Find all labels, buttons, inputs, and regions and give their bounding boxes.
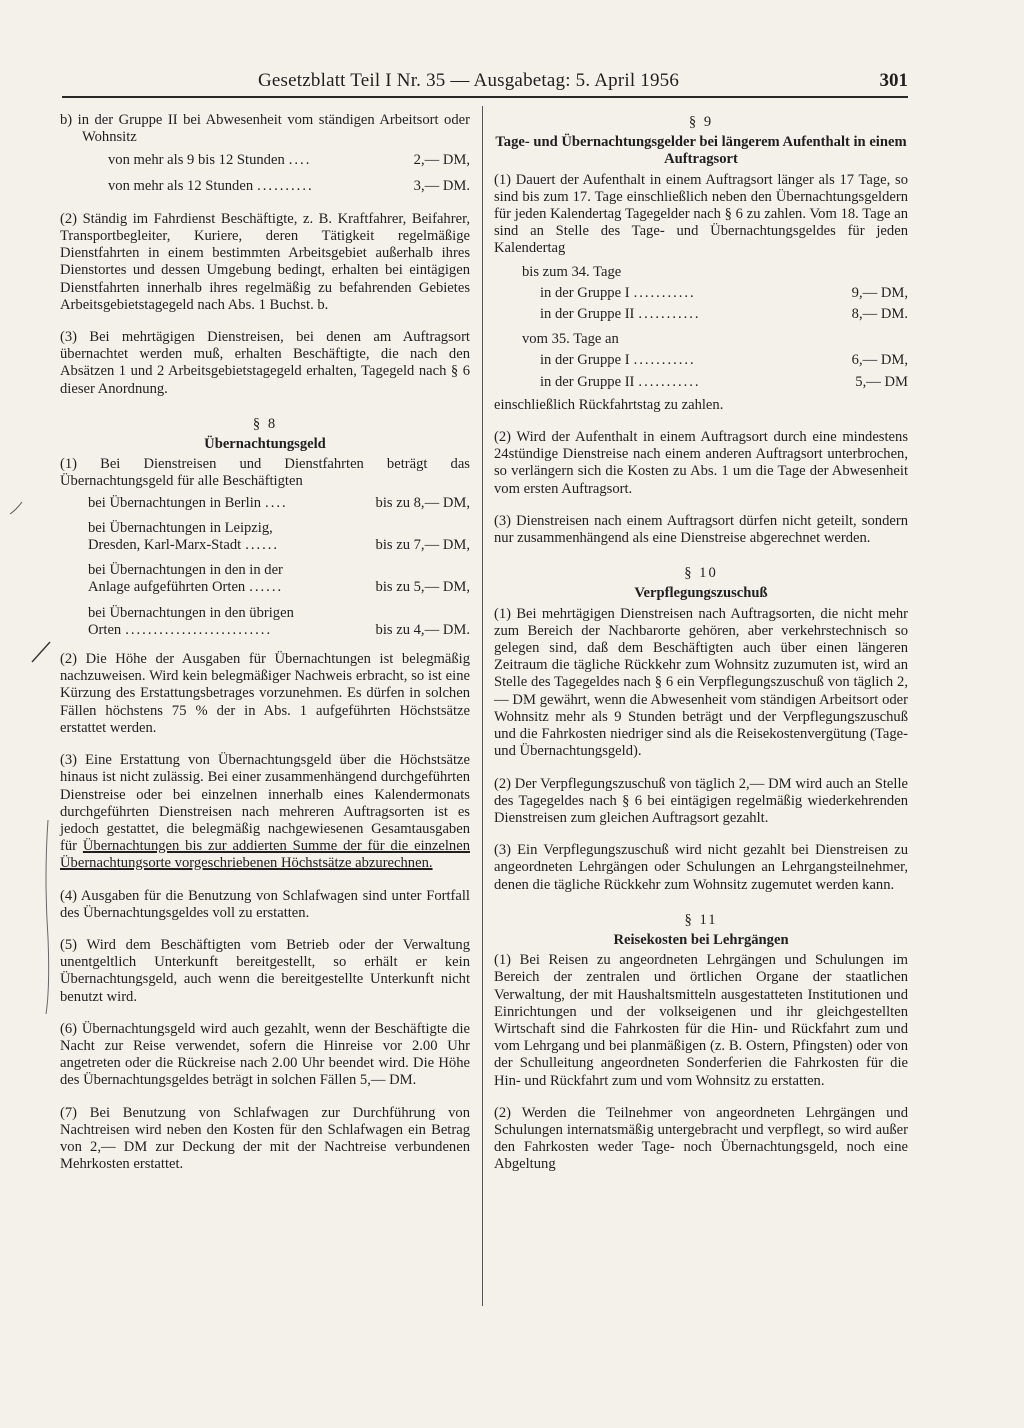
header-rule [62, 96, 908, 98]
section-8-paragraph-1: (1) Bei Dienstreisen und Dienstfahrten beträgt das Übernachtungsgeld für alle Beschäftigten [60, 456, 470, 490]
section-9-paragraph-1: (1) Dauert der Aufenthalt in einem Auftragsort länger als 17 Tage, so sind bis zum 17. Tage einschließlich neben den Übernachtungsgeldern für jeden Kalendertag Tagegelder nach § 6 zu zahlen. Vom 18. Tage an sind an Stelle des Tage- und Übernachtungsgeldes für jeden Kalendertag [494, 171, 908, 257]
group-ii-rates [60, 152, 470, 194]
leader-dots: ........... [638, 373, 701, 390]
section-8-paragraph-2: (2) Die Höhe der Ausgaben für Übernachtungen ist belegmäßig nachzuweisen. Wird kein belegmäßiger Nachweis erbracht, so ist eine Kürzung des Erstattungsbetrages vorzunehmen. Es dürfen in solchen Fällen höchstens 75 % der in Abs. 1 aufgeführten Höchstsätze erstattet werden. [60, 651, 470, 736]
rate-value: 2,— DM, [413, 152, 470, 169]
section-9-paragraph-2: (2) Wird der Aufenthalt in einem Auftragsort durch eine mindestens 24stündige Dienstreise nach einem anderen Auftragsort unterbrochen, so verlängern sich die Kosten zu Abs. 1 um die Tage der Abwesenheit vom ersten Auftragsort. [494, 429, 908, 497]
section-8-paragraph-5: (5) Wird dem Beschäftigten vom Betrieb oder der Verwaltung unentgeltlich Unterkunft bereitgestellt, so erhält er kein Übernachtungsgeld, auch wenn die bereitgestellte Unterkunft nicht benutzt wird. [60, 936, 470, 1005]
pencil-tick-icon [8, 500, 24, 518]
pencil-mark-icon [28, 640, 54, 666]
section-10-number: § 10 [684, 565, 718, 582]
rate-row [108, 152, 470, 169]
section-10-paragraph-1: (1) Bei mehrtägigen Dienstreisen nach Auftragsorten, die nicht mehr zum Bereich der Nachbarorte gehören, aber verkehrstechnisch so gelegen sind, daß dem Beschäftigten auch über einen längeren Zeitraum die tägliche Rückkehr zum Wohnsitz zuzumuten ist, wird an Stelle des Tagegeldes nach § 6 ein Verpflegungszuschuß von täglich 2,— DM gewährt, wenn die Abwesenheit vom ständigen Arbeitsort oder Wohnsitz mehr als 9 Stunden beträgt und der Verpflegungszuschuß und die Fahrkosten niedriger sind als die Reisekostenvergütung (Tage- und Übernachtungsgeld). [494, 605, 908, 760]
section-10-paragraph-2: (2) Der Verpflegungszuschuß von täglich 2,— DM wird auch an Stelle des Tagegeldes nach § 6 bei eintägigen regelmäßig wiederkehrenden Dienstreisen zum gleichen Auftragsort gezahlt. [494, 775, 908, 826]
section-10-title: Verpflegungszuschuß [634, 585, 768, 602]
leader-dots: ........... [633, 284, 696, 301]
lodging-value: bis zu 5,— DM, [375, 579, 470, 596]
left-column [60, 112, 470, 1188]
rate-value: 9,— DM, [851, 284, 908, 301]
leader-dots: .... [265, 494, 288, 511]
rate-value: 3,— DM. [413, 177, 470, 194]
paragraph-3-text: (3) Eine Erstattung von Übernachtungsgeld über die Höchstsätze hinaus ist nicht zulässig. Bei einer zusammenhängend durchgeführten Dienstreise oder bei einzelnen innerhalb eines Kalendermonats durchgeführten Dienstreisen nach mehreren Auftragsorten ist es jedoch gestattet, die belegmäßig nachgewiesenen Gesamtausgaben für [60, 752, 470, 855]
rate-label: in der Gruppe I [540, 352, 630, 369]
rate-label: von mehr als 12 Stunden [108, 177, 254, 194]
section-11-paragraph-2: (2) Werden die Teilnehmer von angeordneten Lehrgängen und Schulungen internatsmäßig untergebracht und verpflegt, so wird außer den Fahrkosten weder Tage- noch Übernachtungsgeld, noch eine Abgeltung [494, 1104, 908, 1173]
section-8-paragraph-3 [60, 752, 470, 872]
leader-dots: ........... [633, 352, 696, 369]
section-10-paragraph-3: (3) Ein Verpflegungszuschuß wird nicht gezahlt bei Dienstreisen zu angeordneten Lehrgängen oder Schulungen an Lehrgangsteilnehmer, denen die tägliche Rückkehr zum Wohnsitz zugemutet werden kann. [494, 842, 908, 893]
rate-period-heading: vom 35. Tage an [522, 331, 619, 348]
lodging-entry-berlin [88, 495, 470, 512]
lodging-value: bis zu 7,— DM, [375, 537, 470, 554]
rate-value: 5,— DM [855, 373, 908, 390]
rate-row [108, 178, 470, 195]
lodging-entry-leipzig [88, 520, 470, 554]
underlined-text: Übernachtungen bis zur addierten Summe der für die einzelnen Übernachtungsorte vorgeschriebenen Höchstsätze abzurechnen. [60, 838, 470, 872]
lodging-value: bis zu 4,— DM. [375, 621, 470, 638]
leader-dots: ........... [638, 306, 701, 323]
leader-dots: ...... [249, 579, 284, 596]
rate-row [522, 374, 908, 391]
section-9-title: Tage- und Übernachtungsgelder bei längerem Aufenthalt in einem Auftragsort [495, 134, 907, 168]
lodging-label-2: Orten [88, 621, 122, 638]
paragraph-3: (3) Bei mehrtägigen Dienstreisen, bei denen am Auftragsort übernachtet werden muß, erhalten Beschäftigte, die nach den Absätzen 1 und 2 Arbeitsgebietstagegeld erhalten, Tagegeld nach § 6 dieser Anordnung. [60, 329, 470, 397]
rate-label: von mehr als 9 bis 12 Stunden [108, 152, 285, 169]
rate-row [522, 352, 908, 369]
section-11-number: § 11 [684, 911, 718, 928]
rate-value: 6,— DM, [851, 352, 908, 369]
rate-label: in der Gruppe I [540, 284, 630, 301]
column-divider [482, 106, 483, 1306]
section-8-paragraph-6: (6) Übernachtungsgeld wird auch gezahlt, wenn der Beschäftigte die Nacht zur Reise verwendet, sofern die Hinreise vor 2.00 Uhr angetreten oder die Rückreise nach 2.00 Uhr beendet wird. Die Höhe des Übernachtungsgeldes beträgt in solchen Fällen 5,— DM. [60, 1020, 470, 1089]
leader-dots: .......................... [125, 621, 273, 638]
leader-dots: ...... [245, 537, 280, 554]
paragraph-b-intro: b) in der Gruppe II bei Abwesenheit vom ständigen Arbeitsort oder Wohnsitz [60, 112, 470, 146]
lodging-entry-annex [88, 562, 470, 596]
rate-period-heading: bis zum 34. Tage [522, 263, 622, 280]
rate-value: 8,— DM. [851, 306, 908, 323]
section-8-number: § 8 [252, 415, 278, 432]
section-11-paragraph-1: (1) Bei Reisen zu angeordneten Lehrgängen und Schulungen im Bereich der zentralen und örtlichen Organe der staatlichen Verwaltung, der mit Haushaltsmitteln ausgestatteten Institutionen und Einrichtungen und der volkseigenen und ihr gleichgestellten Wirtschaft sind die Fahrkosten für die Hin- und Rückfahrt zum und vom Lehrgang und bei planmäßigen (z. B. Ostern, Pfingsten) oder von der Schulleitung angeordneten Sonderferien die Fahrkosten für die Hin- und Rückfahrt zum und vom Wohnsitz zu erstatten. [494, 952, 908, 1089]
page-header [258, 70, 908, 96]
page-number: 301 [879, 70, 908, 91]
rate-label: in der Gruppe II [540, 306, 635, 323]
section-8-title: Übernachtungsgeld [204, 436, 326, 453]
section-9-paragraph-3: (3) Dienstreisen nach einem Auftragsort dürfen nicht geteilt, sondern nur zusammenhängend als eine Dienstreise abgerechnet werden. [494, 512, 908, 547]
lodging-label-2: Dresden, Karl-Marx-Stadt [88, 537, 242, 554]
section-9-paragraph-1-end: einschließlich Rückfahrtstag zu zahlen. [494, 396, 724, 413]
section-11-title: Reisekosten bei Lehrgängen [613, 931, 789, 948]
long-stay-rates [494, 264, 908, 391]
section-8-paragraph-7: (7) Bei Benutzung von Schlafwagen zur Durchführung von Nachtreisen wird neben den Kosten für den Schlafwagen ein Betrag von 2,— DM zur Deckung der mit der Nachtreise verbundenen Mehrkosten erstattet. [60, 1104, 470, 1173]
lodging-label: bei Übernachtungen in Leipzig, [88, 519, 273, 536]
section-9-number: § 9 [688, 114, 714, 130]
rate-row [522, 285, 908, 302]
lodging-label: bei Übernachtungen in Berlin [88, 494, 262, 511]
rate-row [522, 306, 908, 323]
margin-bracket-icon [40, 818, 56, 1018]
right-column [494, 112, 908, 1189]
leader-dots: .......... [257, 177, 314, 194]
paragraph-2: (2) Ständig im Fahrdienst Beschäftigte, z. B. Kraftfahrer, Beifahrer, Transportbegleiter, Kuriere, deren Tätigkeit regelmäßige Dienstfahrten in einem bestimmten Arbeitsgebiet außerhalb ihres Dienstortes und dessen Umgebung bedingt, erhalten bei eintägigen Dienstfahrten innerhalb ihres regelmäßig zu befahrenden Gebietes Arbeitsgebietstagegeld nach Abs. 1 Buchst. b. [60, 210, 470, 313]
lodging-label: bei Übernachtungen in den in der [88, 562, 283, 579]
leader-dots: .... [288, 152, 312, 169]
header-title: Gesetzblatt Teil I Nr. 35 — Ausgabetag: 5. April 1956 [258, 70, 680, 91]
section-8-paragraph-4: (4) Ausgaben für die Benutzung von Schlafwagen sind unter Fortfall des Übernachtungsgeldes voll zu erstatten. [60, 887, 470, 921]
lodging-entry-other [88, 605, 470, 639]
lodging-label-2: Anlage aufgeführten Orten [88, 579, 246, 596]
lodging-label: bei Übernachtungen in den übrigen [88, 604, 294, 621]
lodging-rates [60, 495, 470, 639]
lodging-value: bis zu 8,— DM, [375, 494, 470, 511]
rate-label: in der Gruppe II [540, 373, 635, 390]
